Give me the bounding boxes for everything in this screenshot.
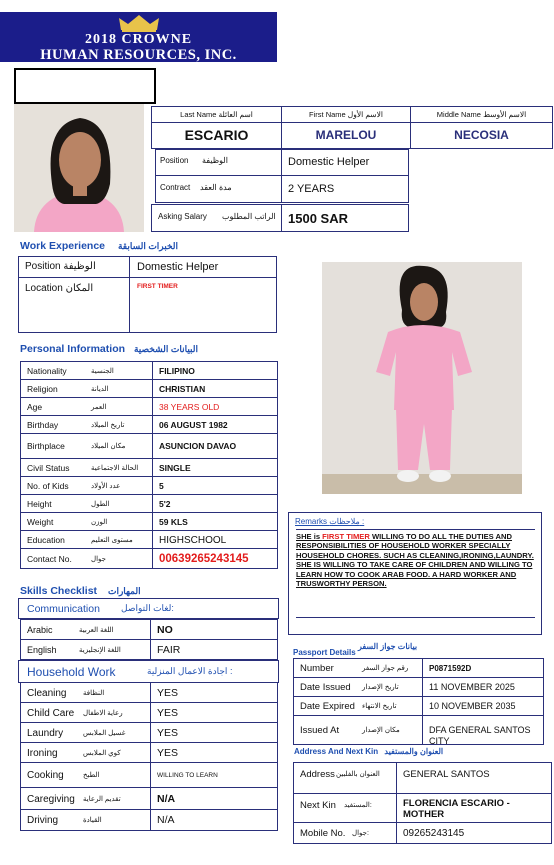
household-row-label-cell: [20, 787, 151, 810]
middle-name-label: Middle Name الاسم الأوسط: [436, 110, 527, 119]
household-row-label-cell: [20, 809, 151, 831]
personal-row-label-ar: تاريخ الميلاد: [91, 421, 125, 429]
agency-banner: [0, 12, 277, 62]
household-row-value: YES: [157, 686, 179, 699]
household-row-label: Laundry: [27, 727, 64, 739]
personal-row-value-cell: [152, 433, 278, 459]
personal-row-label-ar: الحالة الاجتماعية: [91, 464, 139, 472]
we-position-value-cell: [129, 256, 277, 278]
personal-row-label: Civil Status: [27, 462, 70, 473]
passport-row-value-cell: [422, 715, 544, 745]
remarks-text: [296, 529, 535, 618]
household-title: Household Work: [27, 665, 116, 679]
passport-row-label: Issued At: [300, 725, 340, 736]
personal-row-label: Education: [27, 534, 65, 545]
passport-row-label: Number: [300, 663, 334, 674]
communication-row-value: NO: [157, 623, 173, 636]
personal-row-value-cell: [152, 415, 278, 434]
household-row-label: Cooking: [27, 770, 64, 781]
household-row-value: YES: [157, 706, 179, 719]
household-row-label-ar: غسيل الملابس: [83, 729, 126, 737]
personal-row-value: CHRISTIAN: [159, 383, 206, 394]
passport-row-value: P0871592D: [429, 664, 472, 673]
face-photo: [14, 104, 144, 232]
household-row-value-cell: [150, 702, 278, 723]
communication-row-value: FAIR: [157, 643, 181, 656]
personal-row-value: FILIPINO: [159, 365, 195, 376]
household-header: [18, 660, 279, 683]
salary-label-cell: [151, 204, 282, 232]
communication-row-value-cell: [150, 619, 278, 640]
last-name-label-cell: [151, 106, 282, 123]
position-value-cell: [281, 149, 409, 176]
passport-row-value-cell: [422, 696, 544, 716]
we-position-label: Position الوظيفة: [25, 261, 96, 272]
mobile-label-ar: جوال:: [352, 830, 369, 837]
we-position-value: Domestic Helper: [137, 261, 219, 273]
personal-row-label: Height: [27, 498, 52, 509]
personal-row-value-cell: [152, 548, 278, 569]
banner-line2: HUMAN RESOURCES, INC.: [40, 47, 237, 63]
household-row-label-ar: النظافة: [83, 689, 105, 697]
passport-row-label-cell: [293, 658, 423, 678]
address-title-en: Address And Next Kin: [294, 747, 379, 756]
household-row-value: N/A: [157, 814, 175, 826]
household-row-value: YES: [157, 726, 179, 739]
personal-row-label-ar: الجنسية: [91, 367, 114, 375]
kin-label-ar: المستفيد:: [344, 802, 372, 809]
address-value-cell: [396, 762, 552, 794]
personal-row-value: 38 YEARS OLD: [159, 401, 220, 412]
communication-title: Communication: [27, 603, 100, 615]
blank-box: [14, 68, 156, 104]
personal-row-value-cell: [152, 379, 278, 398]
first-name-cell: [281, 122, 411, 149]
household-row-value: YES: [157, 746, 179, 759]
remarks-box: [288, 512, 542, 635]
personal-row-value: SINGLE: [159, 462, 191, 473]
contract-label: Contract: [160, 183, 191, 192]
work-experience-title-en: Work Experience: [20, 240, 106, 252]
skills-title-en: Skills Checklist: [20, 585, 98, 597]
household-row-label: Cleaning: [27, 687, 67, 699]
we-location-label-cell: [18, 277, 130, 333]
personal-row-label-ar: الديانة: [91, 385, 109, 393]
personal-row-label-cell: [20, 397, 153, 416]
middle-name-cell: [410, 122, 553, 149]
personal-row-label-ar: الوزن: [91, 518, 108, 526]
salary-label: Asking Salary: [158, 212, 207, 221]
passport-row-label-ar: مكان الإصدار: [362, 727, 400, 734]
passport-row-value: 10 NOVEMBER 2035: [429, 701, 516, 711]
address-label: Address: [300, 769, 335, 780]
full-body-photo: [322, 262, 522, 494]
passport-row-label: Date Expired: [300, 701, 355, 712]
personal-row-label-cell: [20, 415, 153, 434]
personal-row-value: 59 KLS: [159, 516, 188, 527]
household-row-label-cell: [20, 682, 151, 703]
communication-row-value-cell: [150, 639, 278, 660]
last-name-label: Last Name اسم العائلة: [180, 110, 253, 119]
personal-row-label-cell: [20, 548, 153, 569]
household-row-value-cell: [150, 722, 278, 743]
communication-row-label-cell: [20, 619, 151, 640]
personal-row-label: Religion: [27, 383, 58, 394]
personal-row-value-cell: [152, 512, 278, 531]
remarks-body: WILLING TO DO ALL THE DUTIES AND RESPONSIBILITIES OF HOUSEHOLD WORKER SPECIALLY HOUSEHOLD CHORES. SUCH AS CLEANING,IRONING,LAUNDRY. SHE IS WILLING TO TAKE CARE OF CHILDREN AND WILLING TO LEARN HOW TO COOK ARAB FOOD. A HARD WORKER AND TRUSWORTHY PERSON.: [296, 532, 534, 589]
household-row-label-ar: رعاية الاطفال: [83, 709, 123, 717]
personal-info-title-ar: البيانات الشخصية: [133, 344, 199, 354]
mobile-label-cell: [293, 822, 397, 844]
kin-value-cell: [396, 793, 552, 823]
address-title-ar: العنوان والمستفيد: [384, 747, 444, 756]
first-name-value: MARELOU: [315, 128, 377, 142]
household-title-ar: اجادة الاعمال المنزلية :: [147, 666, 233, 676]
household-row-value: WILLING TO LEARN: [157, 772, 218, 779]
passport-title-en: Passport Details: [293, 648, 356, 657]
personal-info-title-en: Personal Information: [20, 343, 126, 355]
personal-row-value-cell: [152, 458, 278, 477]
communication-row-label-ar: اللغة العربية: [79, 626, 114, 634]
personal-row-value: HIGHSCHOOL: [159, 534, 227, 546]
personal-row-label-cell: [20, 433, 153, 459]
personal-row-value-cell: [152, 494, 278, 513]
position-label: Position: [160, 156, 189, 165]
work-experience-title-ar: الخبرات السابقة: [117, 241, 179, 251]
household-row-value-cell: [150, 742, 278, 763]
position-value: Domestic Helper: [288, 156, 370, 168]
personal-row-label-cell: [20, 476, 153, 495]
personal-info-title: [20, 343, 198, 355]
personal-row-value-cell: [152, 361, 278, 380]
passport-row-label: Date Issued: [300, 682, 351, 693]
personal-row-label-ar: جوال: [91, 555, 106, 563]
address-label-ar: العنوان بالفلبين: [336, 771, 380, 778]
mobile-value: 09265243145: [403, 828, 465, 839]
personal-row-label-cell: [20, 361, 153, 380]
we-location-value-cell: [129, 277, 277, 333]
personal-row-label: Birthplace: [27, 441, 65, 451]
middle-name-label-cell: [410, 106, 553, 123]
passport-row-label-ar: تاريخ الانتهاء: [362, 703, 397, 710]
communication-row-label: Arabic: [27, 624, 53, 635]
passport-row-label-cell: [293, 696, 423, 716]
household-row-label-cell: [20, 722, 151, 743]
address-value: GENERAL SANTOS: [403, 769, 490, 780]
passport-row-value-cell: [422, 677, 544, 697]
kin-label: Next Kin: [300, 800, 336, 811]
personal-row-label-cell: [20, 458, 153, 477]
personal-row-label-ar: الطول: [91, 500, 110, 508]
address-label-cell: [293, 762, 397, 794]
household-row-value-cell: [150, 682, 278, 703]
communication-header: [18, 598, 279, 619]
personal-row-label: Age: [27, 401, 43, 412]
skills-title-ar: المهارات: [107, 586, 141, 596]
crown-icon: [118, 14, 160, 32]
household-row-value: N/A: [157, 792, 176, 805]
household-row-label-ar: القيادة: [83, 817, 102, 824]
personal-row-value: 06 AUGUST 1982: [159, 419, 228, 430]
household-row-label-ar: تقديم الرعاية: [83, 795, 121, 803]
last-name-cell: [151, 122, 282, 149]
we-location-value: FIRST TIMER: [137, 283, 178, 290]
personal-row-label-cell: [20, 379, 153, 398]
remarks-title-ar: ملاحظات :: [329, 517, 365, 526]
remarks-highlight: FIRST TIMER: [322, 532, 370, 541]
passport-title-ar: بيانات جواز السفر: [357, 642, 418, 651]
personal-row-label-cell: [20, 530, 153, 549]
personal-row-label: Nationality: [27, 365, 67, 376]
remarks-title-en: Remarks: [295, 517, 328, 526]
household-row-label: Child Care: [27, 707, 75, 719]
personal-row-label-ar: مستوى التعليم: [91, 536, 133, 544]
kin-value: FLORENCIA ESCARIO - MOTHER: [403, 798, 510, 820]
banner-line1: 2018 CROWNE: [84, 32, 193, 47]
personal-row-value: 5: [159, 480, 164, 491]
personal-row-value-cell: [152, 397, 278, 416]
personal-row-value-cell: [152, 476, 278, 495]
we-location-label: Location المكان: [25, 283, 94, 294]
position-label-ar: الوظيفة: [202, 156, 228, 165]
first-name-label-cell: [281, 106, 411, 123]
household-row-label-ar: كوي الملابس: [83, 749, 121, 757]
passport-row-value: DFA GENERAL SANTOS CITY: [429, 725, 531, 746]
passport-row-label-cell: [293, 677, 423, 697]
skills-title: [20, 585, 141, 597]
household-row-label: Driving: [27, 815, 59, 826]
household-row-label-cell: [20, 702, 151, 723]
middle-name-value: NECOSIA: [454, 128, 509, 142]
contract-value-cell: [281, 175, 409, 203]
personal-row-label: Contact No.: [27, 553, 72, 564]
personal-row-label-ar: العمر: [91, 403, 107, 411]
household-row-value-cell: [150, 787, 278, 810]
address-title: [294, 747, 443, 756]
personal-row-label-ar: عدد الأولاد: [91, 482, 121, 490]
first-name-label: First Name الاسم الأول: [309, 110, 383, 119]
household-row-value-cell: [150, 762, 278, 788]
remarks-pre: SHE is: [296, 532, 323, 541]
position-label-cell: [155, 149, 282, 176]
household-row-label-cell: [20, 742, 151, 763]
household-row-label: Caregiving: [27, 793, 75, 805]
communication-row-label: English: [27, 644, 57, 655]
passport-row-label-ar: رقم جواز السفر: [362, 665, 409, 672]
passport-title: [293, 642, 418, 657]
personal-row-label-ar: مكان الميلاد: [91, 443, 126, 450]
salary-value: 1500 SAR: [288, 211, 348, 226]
contract-label-ar: مدة العقد: [200, 183, 232, 192]
work-experience-title: [20, 240, 178, 252]
salary-label-ar: الراتب المطلوب: [222, 212, 276, 221]
household-row-label-cell: [20, 762, 151, 788]
household-row-value-cell: [150, 809, 278, 831]
last-name-value: ESCARIO: [184, 127, 249, 143]
personal-row-label: No. of Kids: [27, 480, 69, 491]
personal-row-value: ASUNCION DAVAO: [159, 441, 237, 451]
personal-row-value-cell: [152, 530, 278, 549]
passport-row-label-ar: تاريخ الإصدار: [362, 684, 399, 691]
personal-row-label: Weight: [27, 516, 54, 527]
kin-label-cell: [293, 793, 397, 823]
communication-row-label-cell: [20, 639, 151, 660]
personal-row-value: 5'2: [159, 498, 171, 509]
personal-row-value: 00639265243145: [159, 552, 249, 565]
personal-row-label-cell: [20, 512, 153, 531]
passport-row-value-cell: [422, 658, 544, 678]
we-position-label-cell: [18, 256, 130, 278]
passport-row-label-cell: [293, 715, 423, 745]
remarks-title: [295, 517, 364, 526]
mobile-label: Mobile No.: [300, 828, 346, 839]
passport-row-value: 11 NOVEMBER 2025: [429, 682, 515, 692]
salary-value-cell: [281, 204, 409, 232]
communication-row-label-ar: اللغة الإنجليزية: [79, 646, 121, 654]
personal-row-label-cell: [20, 494, 153, 513]
contract-label-cell: [155, 175, 282, 203]
contract-value: 2 YEARS: [288, 183, 335, 195]
mobile-value-cell: [396, 822, 552, 844]
personal-row-label: Birthday: [27, 419, 59, 430]
household-row-label-ar: الطبخ: [83, 772, 100, 779]
household-row-label: Ironing: [27, 747, 58, 759]
communication-title-ar: لغات التواصل:: [121, 603, 174, 613]
